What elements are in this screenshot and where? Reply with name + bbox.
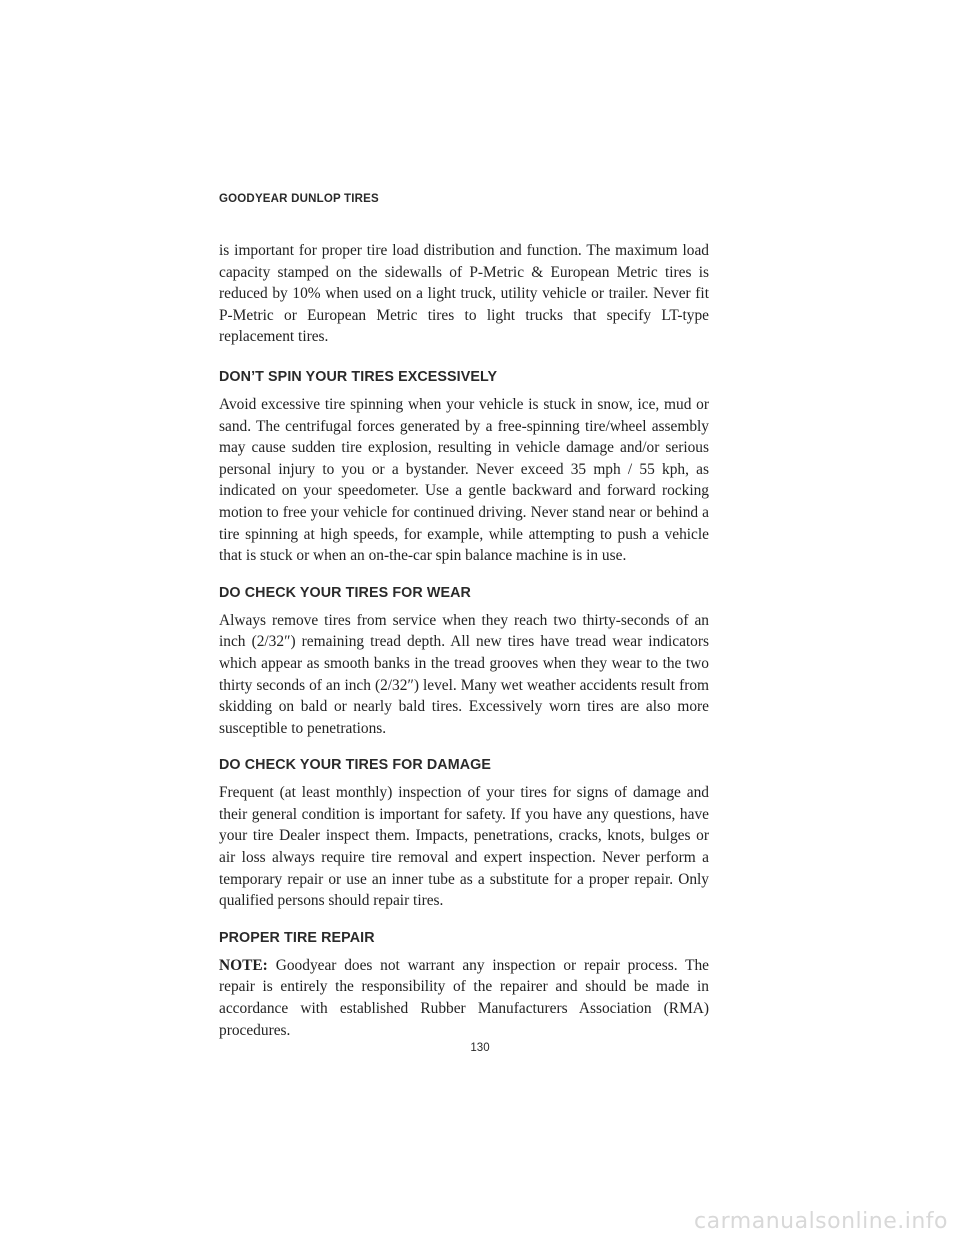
page-number: 130 <box>470 1042 490 1054</box>
page-header-title: GOODYEAR DUNLOP TIRES <box>219 193 379 205</box>
document-body <box>219 240 709 1041</box>
section-body-repair <box>219 955 709 1041</box>
section-heading-wear: DO CHECK YOUR TIRES FOR WEAR <box>219 584 471 601</box>
intro-paragraph: is important for proper tire load distribution and function. The maximum load capacity stamped on the sidewalls of P-Metric & European Metric tires is reduced by 10% when used on a light truck, utility vehicle or trailer. Never fit P-Metric or European Metric tires to light trucks that specify LT-type replacement tires. <box>219 242 709 346</box>
note-text: Goodyear does not warrant any inspection or repair process. The repair is entirely the responsibility of the repairer and should be made in accordance with established Rubber Manufacturers Association (RMA) procedures. <box>219 956 709 1039</box>
section-body-spin: Avoid excessive tire spinning when your vehicle is stuck in snow, ice, mud or sand. The centrifugal forces generated by a free-spinning tire/wheel assembly may cause sudden tire explosion, resulting in vehicle damage and/or serious personal injury to you or a bystander. Never exceed 35 mph / 55 kph, as indicated on your speedometer. Use a gentle backward and forward rocking motion to free your vehicle for continued driving. Never stand near or behind a tire spinning at high speeds, for example, while attempting to push a vehicle that is stuck or when an on-the-car spin balance machine is in use. <box>219 395 709 565</box>
section-heading-repair: PROPER TIRE REPAIR <box>219 929 375 946</box>
section-body-damage: Frequent (at least monthly) inspection of your tires for signs of damage and their general condition is important for safety. If you have any questions, have your tire Dealer inspect them. Impacts, penetrations, cracks, knots, bulges or air loss always require tire removal and expert inspection. Never perform a temporary repair or use an inner tube as a substitute for a proper repair. Only qualified persons should repair tires. <box>219 784 709 910</box>
section-heading-damage: DO CHECK YOUR TIRES FOR DAMAGE <box>219 757 492 774</box>
section-body-wear: Always remove tires from service when they reach two thirty-seconds of an inch (2/32″) remaining tread depth. All new tires have tread wear indicators which appear as smooth banks in the tread grooves when they wear to the two thirty seconds of an inch (2/32″) level. Many wet weather accidents result from skidding on bald or nearly bald tires. Excessively worn tires are also more susceptible to penetrations. <box>219 611 709 737</box>
note-label: NOTE: <box>219 956 268 974</box>
section-heading-spin: DON’T SPIN YOUR TIRES EXCESSIVELY <box>219 368 498 385</box>
watermark: carmanualsonline.info <box>694 1209 948 1234</box>
